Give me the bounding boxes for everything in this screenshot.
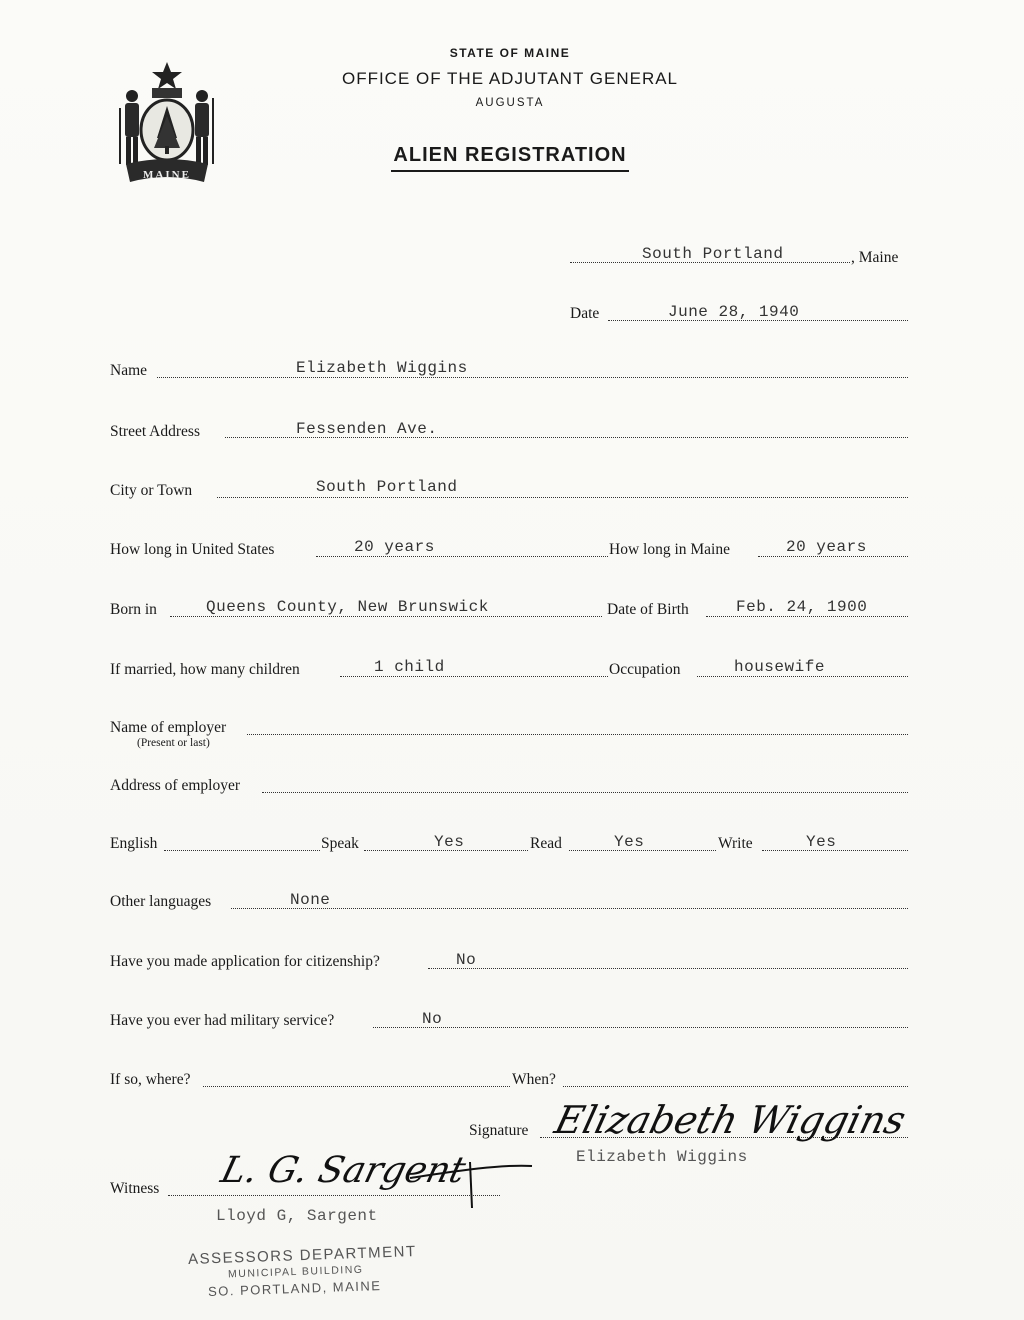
signature-label: Signature (469, 1122, 529, 1139)
witness-typed: Lloyd G, Sargent (216, 1207, 378, 1225)
other-languages-label: Other languages (110, 893, 212, 910)
other-languages-value: None (290, 891, 331, 909)
employer-address-label: Address of employer (110, 777, 240, 794)
header-state: STATE OF MAINE (449, 46, 571, 60)
witness-handwritten: L. G. Sargent (216, 1150, 470, 1191)
dob-value: Feb. 24, 1900 (736, 598, 868, 616)
read-label: Read (530, 835, 562, 852)
children-label: If married, how many children (110, 661, 300, 678)
military-value: No (422, 1010, 443, 1028)
witness-flourish (400, 1150, 540, 1210)
date-label: Date (570, 305, 600, 322)
citizenship-label: Have you made application for citizenship? (110, 953, 380, 970)
when-label: When? (512, 1071, 556, 1088)
occupation-label: Occupation (609, 661, 681, 678)
maine-duration-label: How long in Maine (609, 541, 730, 558)
name-label: Name (110, 362, 148, 379)
witness-label: Witness (110, 1180, 160, 1197)
speak-label: Speak (321, 835, 359, 852)
military-label: Have you ever had military service? (110, 1012, 335, 1029)
english-label: English (110, 835, 158, 852)
street-value: Fessenden Ave. (296, 420, 438, 438)
us-duration-value: 20 years (354, 538, 435, 556)
read-value: Yes (614, 833, 645, 851)
employer-sublabel: (Present or last) (137, 737, 210, 749)
maine-duration-value: 20 years (786, 538, 867, 556)
children-value: 1 child (374, 658, 445, 676)
header-city: AUGUSTA (475, 97, 545, 109)
seal-text: MAINE (143, 169, 191, 181)
speak-value: Yes (434, 833, 465, 851)
write-label: Write (718, 835, 753, 852)
name-value: Elizabeth Wiggins (296, 359, 468, 377)
occupation-value: housewife (734, 658, 825, 676)
signature-handwritten: Elizabeth Wiggins (550, 1098, 911, 1142)
born-label: Born in (110, 601, 157, 618)
stamp-line-2: MUNICIPAL BUILDING (227, 1263, 364, 1281)
place-value: South Portland (642, 245, 784, 263)
born-value: Queens County, New Brunswick (206, 598, 489, 616)
dob-label: Date of Birth (607, 601, 689, 618)
us-duration-label: How long in United States (110, 541, 275, 558)
employer-label: Name of employer (110, 719, 227, 736)
form-title: ALIEN REGISTRATION (0, 144, 1022, 167)
signature-typed: Elizabeth Wiggins (576, 1148, 748, 1166)
citizenship-value: No (456, 951, 477, 969)
stamp-line-1: ASSESSORS DEPARTMENT (187, 1243, 417, 1268)
city-value: South Portland (316, 478, 458, 496)
stamp-line-3: SO. PORTLAND, MAINE (207, 1277, 382, 1300)
header-office: OFFICE OF THE ADJUTANT GENERAL (341, 69, 679, 88)
city-label: City or Town (110, 482, 193, 499)
date-value: June 28, 1940 (668, 303, 800, 321)
where-label: If so, where? (110, 1071, 191, 1088)
street-label: Street Address (110, 423, 200, 440)
place-suffix: , Maine (851, 249, 899, 266)
write-value: Yes (806, 833, 837, 851)
